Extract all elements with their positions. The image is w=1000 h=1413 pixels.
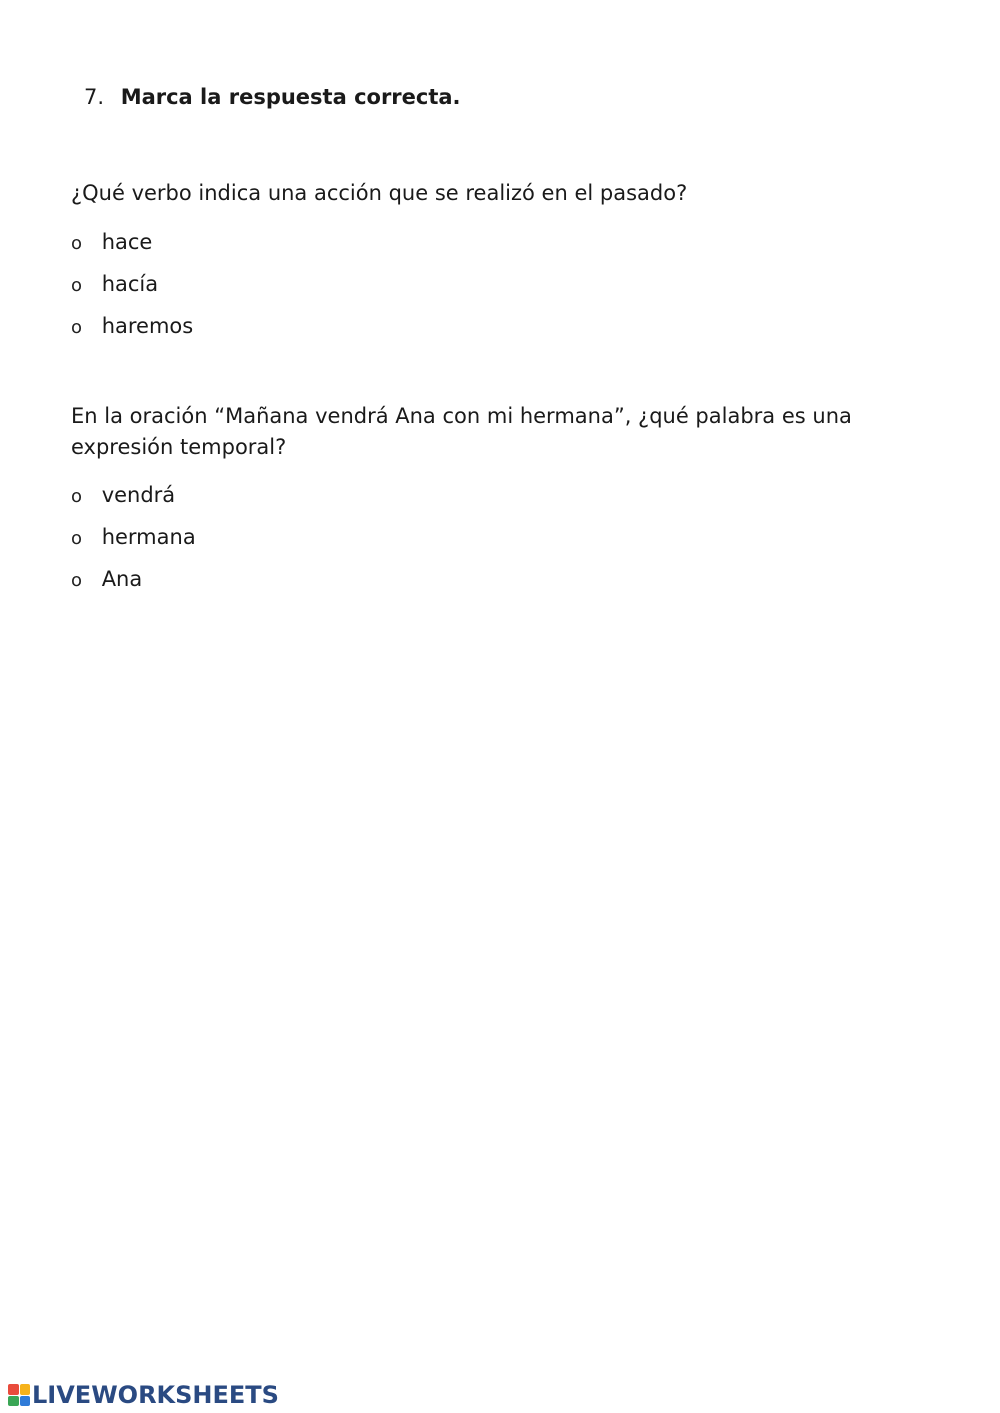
option-label: haremos [101, 314, 194, 338]
radio-circle-icon[interactable]: o [71, 486, 83, 507]
question-1-option-2[interactable] [71, 270, 158, 300]
option-label: vendrá [101, 483, 176, 507]
option-label: hermana [101, 525, 196, 549]
question-2-option-1[interactable] [71, 481, 175, 511]
logo-text: LIVEWORKSHEETS [32, 1381, 279, 1409]
liveworksheets-logo [8, 1380, 279, 1410]
radio-circle-icon[interactable]: o [71, 317, 83, 338]
question-2-option-2[interactable] [71, 523, 196, 553]
logo-block [8, 1384, 19, 1395]
exercise-title: Marca la respuesta correcta. [120, 85, 461, 109]
exercise-number: 7. [84, 85, 105, 109]
question-1-option-3[interactable] [71, 312, 193, 342]
logo-block [20, 1396, 31, 1407]
question-1-option-1[interactable] [71, 228, 152, 258]
exercise-heading [84, 84, 461, 110]
logo-block [8, 1396, 19, 1407]
radio-circle-icon[interactable]: o [71, 233, 83, 254]
option-label: hacía [101, 272, 159, 296]
question-1-text: ¿Qué verbo indica una acción que se realizó en el pasado? [71, 181, 688, 205]
question-2-option-3[interactable] [71, 565, 142, 595]
option-label: Ana [101, 567, 143, 591]
radio-circle-icon[interactable]: o [71, 528, 83, 549]
logo-blocks-icon [8, 1384, 30, 1406]
option-label: hace [101, 230, 153, 254]
radio-circle-icon[interactable]: o [71, 275, 83, 296]
radio-circle-icon[interactable]: o [71, 570, 83, 591]
question-2-text: En la oración “Mañana vendrá Ana con mi hermana”, ¿qué palabra es una expresión temporal? [71, 404, 852, 459]
logo-block [20, 1384, 31, 1395]
